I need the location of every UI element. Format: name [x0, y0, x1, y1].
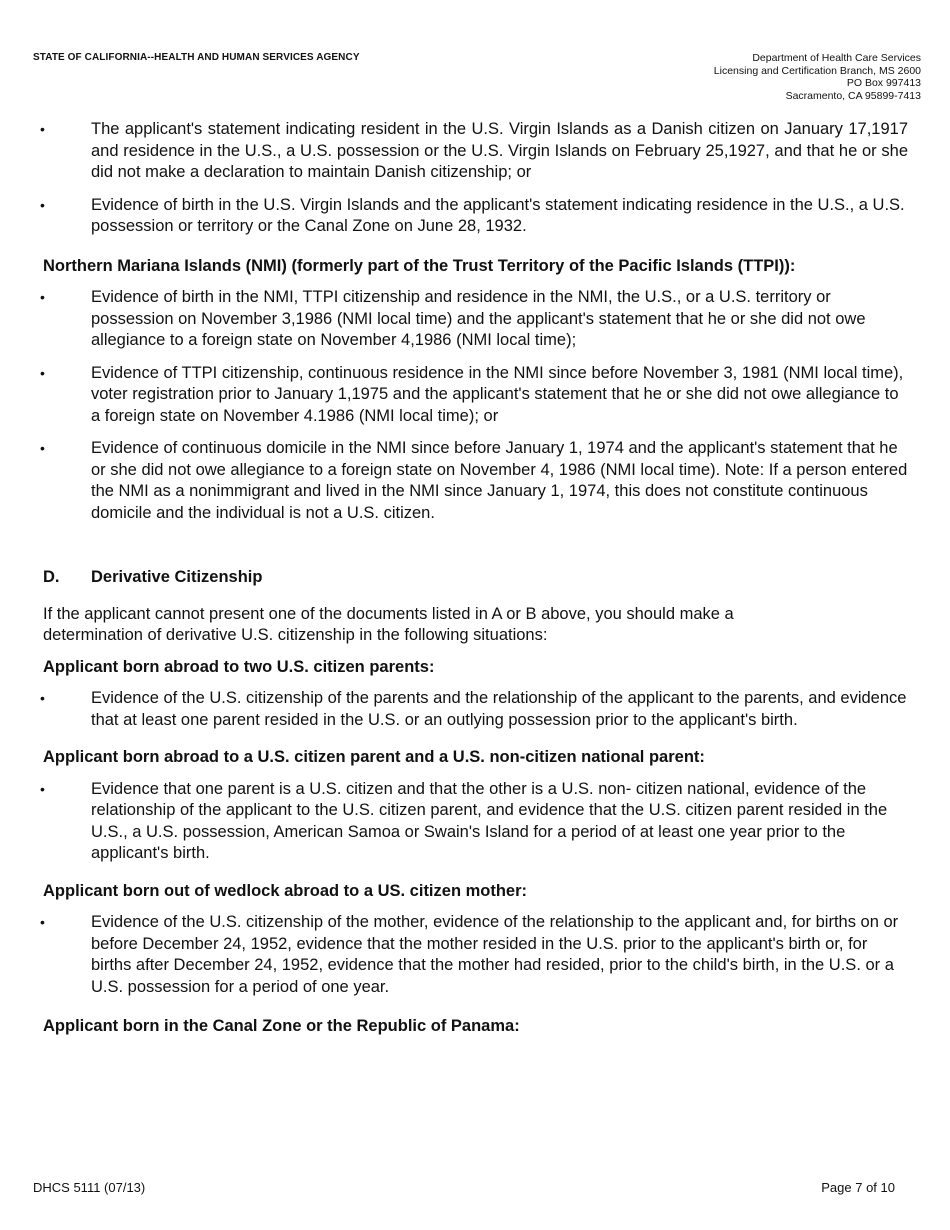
document-body [40, 119, 908, 1048]
bullet-icon: • [40, 914, 45, 930]
page-number: Page 7 of 10 [821, 1180, 895, 1195]
list-item [40, 912, 908, 998]
bullet-icon: • [40, 780, 45, 797]
section-d-intro: If the applicant cannot present one of the documents listed in A or B above, you should make a determination of derivative U.S. citizenship in the following situations: [43, 604, 734, 644]
bullet-icon: • [40, 690, 45, 706]
bullet-text: Evidence of continuous domicile in the NMI since before January 1, 1974 and the applicant's statement that he or she did not owe allegiance to a foreign state on November 4, 1986 (NMI local time). Note: If a person entered the NMI as a nonimmigrant and lived in the NMI since January 1, 1974, this does not constitute continuous domicile and the individual is not a U.S. citizen. [91, 439, 908, 522]
bullet-icon: • [40, 121, 45, 137]
bullet-text: Evidence of TTPI citizenship, continuous residence in the NMI since before November 3, 1981 (NMI local time), voter registration prior to January 1,1975 and the applicant's statement that he or she did not owe allegiance to a foreign state on November 4.1986 (NMI local time); or [91, 363, 904, 425]
department-address [714, 52, 921, 102]
wedlock-heading: Applicant born out of wedlock abroad to a US. citizen mother: [43, 881, 528, 900]
list-item [40, 195, 908, 238]
bullet-text: Evidence that one parent is a U.S. citizen and that the other is a U.S. non- citizen national, evidence of the relationship of the applicant to the U.S. citizen parent, and evidence that the U.S. citizen parent resided in the U.S., a U.S. possession, American Samoa or Swain's Island for a period of at least one year prior to the applicant's birth. [91, 779, 888, 862]
bullet-text: Evidence of birth in the NMI, TTPI citizenship and residence in the NMI, the U.S., or a U.S. territory or possession on November 3,1986 (NMI local time) and the applicant's statement that he or she did not owe allegiance to a foreign state on November 4,1986 (NMI local time); [91, 288, 866, 349]
list-item [40, 119, 908, 184]
form-id: DHCS 5111 (07/13) [33, 1180, 146, 1195]
address-line-branch: Licensing and Certification Branch, MS 2600 [713, 64, 921, 77]
section-d-title [43, 567, 908, 589]
citizen-and-national-heading: Applicant born abroad to a U.S. citizen parent and a U.S. non-citizen national parent: [43, 748, 705, 766]
canal-zone-heading: Applicant born in the Canal Zone or the Republic of Panama: [43, 1017, 520, 1035]
bullet-text: The applicant's statement indicating resident in the U.S. Virgin Islands as a Danish citizen on January 17,1917 and residence in the U.S., a U.S. possession or the U.S. Virgin Islands on February 25,1927, and that he or she did not make a declaration to maintain Danish citizenship; or [91, 120, 908, 181]
list-item [40, 438, 908, 524]
bullet-icon: • [40, 196, 45, 213]
list-item [40, 779, 908, 865]
bullet-icon: • [40, 289, 45, 305]
agency-header: STATE OF CALIFORNIA--HEALTH AND HUMAN SERVICES AGENCY [33, 52, 360, 63]
bullet-icon: • [40, 364, 45, 381]
list-item [40, 363, 908, 428]
bullet-icon: • [40, 440, 45, 456]
list-item [40, 688, 908, 731]
address-line-city: Sacramento, CA 95899-7413 [785, 89, 921, 102]
nmi-heading: Northern Mariana Islands (NMI) (formerly part of the Trust Territory of the Pacific Islands (TTPI)): [43, 256, 796, 275]
two-parents-heading: Applicant born abroad to two U.S. citizen parents: [43, 657, 435, 676]
bullet-text: Evidence of birth in the U.S. Virgin Islands and the applicant's statement indicating residence in the U.S., a U.S. possession or territory or the Canal Zone on June 28, 1932. [91, 195, 905, 235]
bullet-text: Evidence of the U.S. citizenship of the mother, evidence of the relationship to the applicant and, for births on or before December 24, 1952, evidence that the mother resided in the U.S. prior to the applicant's birth or, for births after December 24, 1952, evidence that the mother had resided, prior to the child's birth, in the U.S. or a U.S. possession for a period of one year. [91, 913, 899, 996]
address-line-department: Department of Health Care Services [752, 52, 921, 64]
section-letter: D. [43, 568, 60, 586]
bullet-text: Evidence of the U.S. citizenship of the parents and the relationship of the applicant to the parents, and evidence that at least one parent resided in the U.S. or an outlying possession prior to the applicant's birth. [91, 689, 907, 729]
address-line-po-box: PO Box 997413 [846, 77, 921, 89]
section-title-text: Derivative Citizenship [91, 568, 263, 586]
list-item [40, 287, 908, 352]
